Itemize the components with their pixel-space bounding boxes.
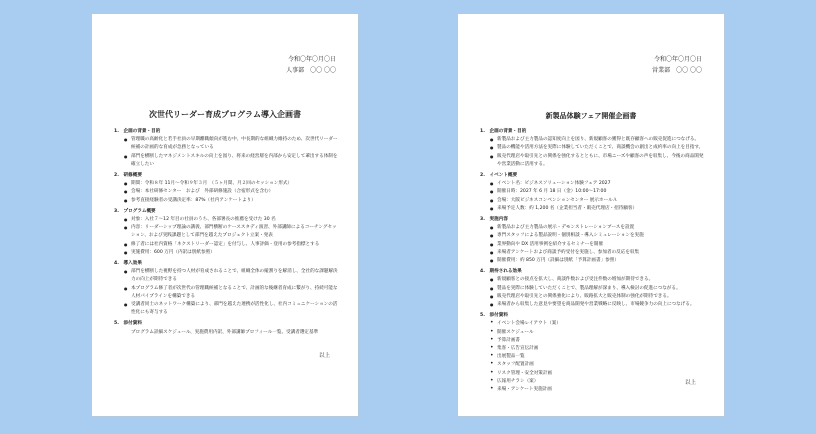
document-section [114,320,338,336]
list-item: • リスク管理・安全対策計画 [490,370,704,378]
list-item: ● 管理職の高齢化と若手社員の早期離職傾向が進む中、中長期的な組織力維持のため、次世代リーダー候補の計画的な育成が急務となっている [124,136,338,152]
list-item: プログラム詳細スケジュール、実施費用内訳、外部講師プロフィール一覧、受講者選定基準 [131,329,319,335]
list-item: • 広報用チラシ（案） [490,378,704,386]
list-item: ● 会場：本社研修センター および 外部研修施設（合宿形式を含む） [124,188,338,196]
list-item: ● 専門スタッフによる製品説明・個別相談・導入シミュレーションを実施 [490,232,704,240]
section-heading: 1. 企画の背景・目的 [114,129,161,134]
list-item: ● 来場者から収集した意見や要望を商品開発や営業戦略に反映し、市場競争力の向上につなげる。 [490,301,704,309]
document-date: 令和〇年〇月〇日 [653,56,702,63]
list-item: ● 内容：リーダーシップ理論の講義、部門横断のケーススタディ演習、外部講師によるコーチングセッション、および実践課題として部門を越えたプロジェクト立案・発表 [124,224,338,240]
document-body [480,128,704,397]
document-author: 営業部 〇〇 〇〇 [652,67,702,74]
list-item: • 開催スケジュール [490,329,704,337]
list-item: ● 新規顧客との接点を拡大し、商談件数および受注件数の増加が期待できる。 [490,276,704,284]
list-item: ● 新製品および主力製品の認知度向上を図り、新規顧客の獲得と既存顧客への販売促進につなげる。 [490,136,704,144]
list-item: ● 来場予定人数：約 1,200 名（企業担当者・販売代理店・招待顧客） [490,205,704,213]
list-item: ● 受講者同士のネットワーク構築により、部門を越えた連携が活性化し、社内コミュニケーションの活性化にも寄与する [124,301,338,317]
document-section [480,268,704,309]
section-heading: 5. 添付資料 [480,313,508,319]
section-list [114,268,338,317]
section-list [114,329,338,337]
list-item: ● 実施費用：600 万円（内訳は別紙参照） [124,249,338,257]
list-item: • 予算計画書 [490,337,704,345]
document-title: 新製品体験フェア開催企画書 [545,112,637,120]
section-heading: 1. 企画の背景・目的 [480,129,527,134]
list-item: ● 業界動向や DX 活用事例を紹介するセミナーを開催 [490,241,704,249]
list-item: ● 開催費用：約 850 万円（詳細は別紙「予算計画書」参照） [490,257,704,265]
list-item: ● 会場：大阪ビジネスコンベンションセンター 展示ホールＡ [490,197,704,205]
document-section [114,208,338,257]
list-item: ● 部門を横断した視野を持つ人材が育成されることで、組織全体の縦割りを解消し、全社的な課題解決力の向上が期待できる [124,268,338,284]
section-list [480,180,704,213]
section-list [480,276,704,309]
section-list [114,216,338,257]
section-list [480,224,704,265]
section-heading: 3. プログラム概要 [114,208,156,214]
document-closing: 以上 [318,353,330,359]
list-item: ● 対象：入社７～12 年目の社員のうち、各部署長の推薦を受けた 30 名 [124,216,338,224]
section-heading: 2. 研修概要 [114,173,142,179]
list-item: ● イベント名：ビジネスソリューション体験フェア 2027 [490,180,704,188]
list-item: ● 期間：令和８年 11月～令和９年３月 （５ヶ月間、月２回のセッション形式） [124,180,338,188]
list-item: ● 修了者には社内資格「ネクストリーダー認定」を付与し、人事評価・登用の参考指標とする [124,241,338,249]
section-list [114,136,338,169]
document-section [480,172,704,213]
section-heading: 5. 添付資料 [114,321,142,327]
list-item: ● 来場者アンケートおよび商談予約受付を実施し、参加者の反応を収集 [490,249,704,257]
list-item: ● 販売代理店や取引先との関係強化により、販路拡大と販売体制の強化が期待できる。 [490,293,704,301]
document-page-left [92,14,358,416]
section-list [480,320,704,394]
list-item: ● 部門を横断したマネジメントスキルの向上を図り、将来の経営層を内部から安定して輩出する体制を確立したい [124,153,338,169]
document-body [114,128,338,340]
list-item: ● 参考直接経験者の受講決定率：87%（社内アンケートより） [124,197,338,205]
document-section [114,260,338,317]
list-item: ● 新製品および主力製品の展示・デモンストレーションブースを設置 [490,224,704,232]
list-item: • 集客・広告宣伝計画 [490,345,704,353]
section-heading: 4. 期待される効果 [480,269,522,275]
document-header [286,54,336,76]
document-section [480,128,704,169]
section-list [480,136,704,169]
document-section [114,128,338,169]
section-heading: 3. 実施内容 [480,217,508,223]
list-item: • 来場・アンケート実施計画 [490,386,704,394]
section-heading: 4. 導入効果 [114,261,142,267]
list-item: ● 販売代理店や取引先との関係を強化するとともに、市場ニーズや顧客の声を収集し、今後の商品開発や営業活動に活用する。 [490,153,704,169]
document-section [480,216,704,265]
section-heading: 2. イベント概要 [480,173,518,179]
list-item: • イベント会場レイアウト（案） [490,320,704,328]
list-item: ● 製品の機能や活用方法を実際に体験していただくことで、商談機会の創出と成約率の向上を目指す。 [490,144,704,152]
document-title: 次世代リーダー育成プログラム導入企画書 [149,110,301,119]
list-item: ● 本プログラム修了者が次世代の管理職候補となることで、計画的な後継者育成に繋がり、持続可能な人材パイプラインを構築できる [124,285,338,301]
document-author: 人事部 〇〇 〇〇 [286,67,336,74]
list-item: • 出展製品一覧 [490,353,704,361]
list-item: ● 製品を実際に体験していただくことで、製品理解が深まり、導入検討の促進につながる。 [490,285,704,293]
document-page-right [458,14,724,416]
list-item: • スタッフ配置計画 [490,361,704,369]
list-item: ● 開催日時：2027 年 6 月 18 日（金）10:00～17:00 [490,188,704,196]
document-closing: 以上 [684,380,696,386]
document-section [480,312,704,394]
section-list [114,180,338,205]
document-header [652,54,702,76]
document-section [114,172,338,205]
document-date: 令和〇年〇月〇日 [287,56,336,63]
